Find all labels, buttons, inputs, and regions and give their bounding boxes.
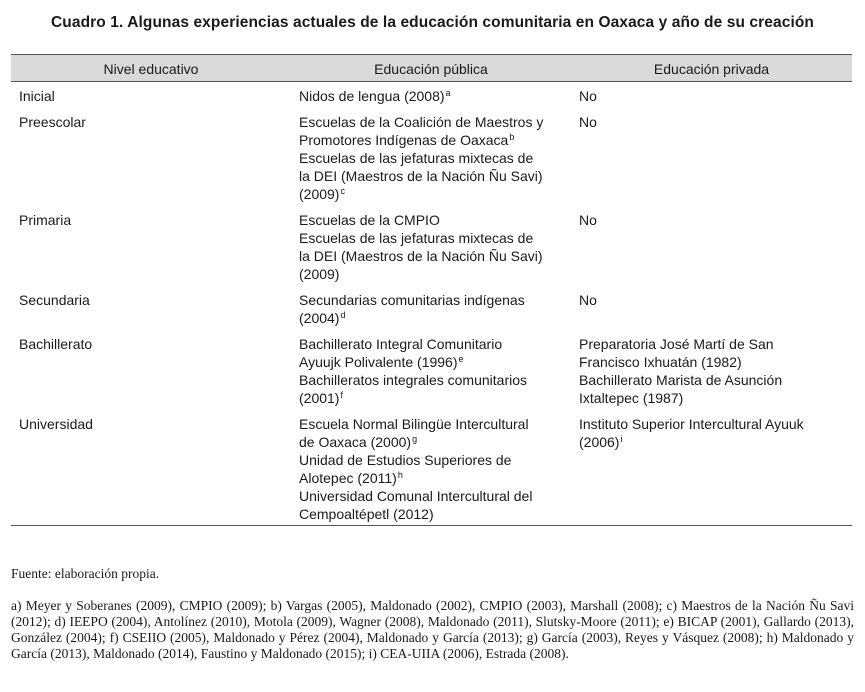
cell-line: [299, 87, 571, 105]
cell-line-text: Bachillerato Marista de Asunción: [579, 372, 783, 388]
references-note: a) Meyer y Soberanes (2009), CMPIO (2009); b) Vargas (2005), Maldonado (2002), CMPIO (2003), Marshall (2008); c) Maestros de la Nación Ñu Savi (2012); d) IEEPO (2004), Antolínez (2010), Motola (2009), Wagner (2008), Maldonado (2011), Slutsky-Moore (2011); e) BICAP (2001), Gallardo (2013), González (2004); f) CSEIIO (2005), Maldonado y Pérez (2004), Maldonado y García (2013); g) García (2003), Reyes y Vásquez (2008); h) Maldonado y García (2013), Maldonado (2014), Faustino y Maldonado (2015); i) CEA-UIIA (2006), Estrada (2008).: [11, 598, 854, 661]
cell-line-text: Secundarias comunitarias indígenas: [299, 292, 525, 308]
cell-educacion-privada: [571, 82, 852, 114]
table-row: [11, 211, 852, 291]
cell-educacion-privada: [571, 335, 852, 415]
footnote-marker: c: [340, 186, 345, 196]
table-title: Cuadro 1. Algunas experiencias actuales de la educación comunitaria en Oaxaca y año de su creación: [51, 14, 814, 31]
footnote-marker: a: [445, 88, 451, 98]
header-educacion-privada: Educación privada: [571, 55, 852, 82]
cell-nivel-educativo: Preescolar: [19, 114, 86, 130]
cell-line: [299, 487, 571, 505]
cell-line-text: No: [579, 88, 597, 104]
cell-educacion-privada: [571, 113, 852, 211]
cell-line: [579, 389, 852, 407]
cell-line-text: Cempoaltépetl (2012): [299, 506, 434, 522]
cell-line-text: Preparatoria José Martí de San: [579, 336, 774, 352]
cell-line: [579, 335, 852, 353]
cell-line-text: la DEI (Maestros de la Nación Ñu Savi): [299, 168, 543, 184]
cell-line: [299, 371, 571, 389]
header-nivel-educativo: Nivel educativo: [11, 55, 291, 82]
cell-line: [579, 371, 852, 389]
cell-line: [579, 211, 852, 229]
cell-line: [299, 185, 571, 203]
cell-line-text: Escuelas de las jefaturas mixtecas de: [299, 150, 534, 166]
cell-line: [299, 335, 571, 353]
cell-line: [299, 451, 571, 469]
cell-line-text: Bachilleratos integrales comunitarios: [299, 372, 527, 388]
cell-line: [579, 291, 852, 309]
cell-line-text: de Oaxaca (2000): [299, 434, 412, 450]
cell-line: [579, 353, 852, 371]
cell-educacion-publica: [291, 415, 571, 526]
cell-line: [299, 469, 571, 487]
cell-line: [579, 433, 852, 451]
cell-line: [299, 291, 571, 309]
cell-line-text: Nidos de lengua (2008): [299, 88, 445, 104]
cell-line-text: Promotores Indígenas de Oaxaca: [299, 132, 509, 148]
header-educacion-publica: Educación pública: [291, 55, 571, 82]
cell-line: [299, 433, 571, 451]
cell-line: [579, 113, 852, 131]
cell-educacion-publica: [291, 113, 571, 211]
cell-nivel-educativo: Primaria: [19, 212, 72, 228]
cell-line: [299, 149, 571, 167]
cell-line-text: Instituto Superior Intercultural Ayuuk: [579, 416, 804, 432]
education-table: [11, 54, 852, 526]
cell-line-text: Bachillerato Integral Comunitario: [299, 336, 503, 352]
cell-line-text: No: [579, 212, 597, 228]
footnote-marker: e: [458, 354, 464, 364]
cell-line: [299, 415, 571, 433]
footnote-marker: i: [620, 434, 623, 444]
cell-line: [579, 415, 852, 433]
cell-line-text: Alotepec (2011): [299, 470, 397, 486]
cell-line: [299, 113, 571, 131]
cell-line-text: Ixtaltepec (1987): [579, 390, 684, 406]
cell-line-text: Universidad Comunal Intercultural del: [299, 488, 533, 504]
cell-line-text: la DEI (Maestros de la Nación Ñu Savi): [299, 248, 543, 264]
footnote-marker: f: [340, 390, 343, 400]
cell-line: [299, 389, 571, 407]
table-header-row: [11, 55, 852, 82]
cell-educacion-publica: [291, 335, 571, 415]
cell-educacion-publica: [291, 82, 571, 114]
cell-educacion-privada: [571, 415, 852, 526]
cell-line-text: Escuela Normal Bilingüe Intercultural: [299, 416, 529, 432]
table-row: [11, 415, 852, 526]
table-row: [11, 335, 852, 415]
cell-nivel-educativo: Bachillerato: [19, 336, 93, 352]
cell-line: [299, 353, 571, 371]
table-row: [11, 291, 852, 335]
cell-line: [299, 309, 571, 327]
cell-educacion-privada: [571, 291, 852, 335]
cell-nivel-educativo: Universidad: [11, 415, 291, 526]
cell-line: [299, 265, 571, 283]
footnote-marker: b: [509, 132, 515, 142]
cell-educacion-publica: [291, 291, 571, 335]
cell-line: [299, 505, 571, 523]
cell-line-text: No: [579, 292, 597, 308]
cell-line: [299, 247, 571, 265]
table-row: [11, 113, 852, 211]
table-row: [11, 82, 852, 114]
cell-line-text: Escuelas de la Coalición de Maestros y: [299, 114, 544, 130]
cell-line-text: Unidad de Estudios Superiores de: [299, 452, 512, 468]
cell-line-text: (2006): [579, 434, 620, 450]
cell-educacion-publica: [291, 211, 571, 291]
footnote-marker: g: [412, 434, 418, 444]
cell-line: [299, 131, 571, 149]
source-note: Fuente: elaboración propia.: [11, 566, 160, 581]
cell-line-text: Escuelas de la CMPIO: [299, 212, 440, 228]
cell-line-text: (2001): [299, 390, 340, 406]
cell-line-text: (2009): [299, 266, 340, 282]
footnote-marker: d: [340, 310, 346, 320]
footnote-marker: h: [397, 470, 403, 480]
cell-line-text: No: [579, 114, 597, 130]
cell-line-text: Ayuujk Polivalente (1996): [299, 354, 458, 370]
cell-line: [299, 229, 571, 247]
cell-line-text: Francisco Ixhuatán (1982): [579, 354, 742, 370]
cell-line: [299, 167, 571, 185]
cell-line: [299, 211, 571, 229]
cell-line-text: (2004): [299, 310, 340, 326]
cell-nivel-educativo: Secundaria: [19, 292, 90, 308]
cell-line: [579, 87, 852, 105]
cell-line-text: Escuelas de las jefaturas mixtecas de: [299, 230, 534, 246]
cell-line-text: (2009): [299, 186, 340, 202]
cell-educacion-privada: [571, 211, 852, 291]
cell-nivel-educativo: Inicial: [19, 88, 55, 104]
